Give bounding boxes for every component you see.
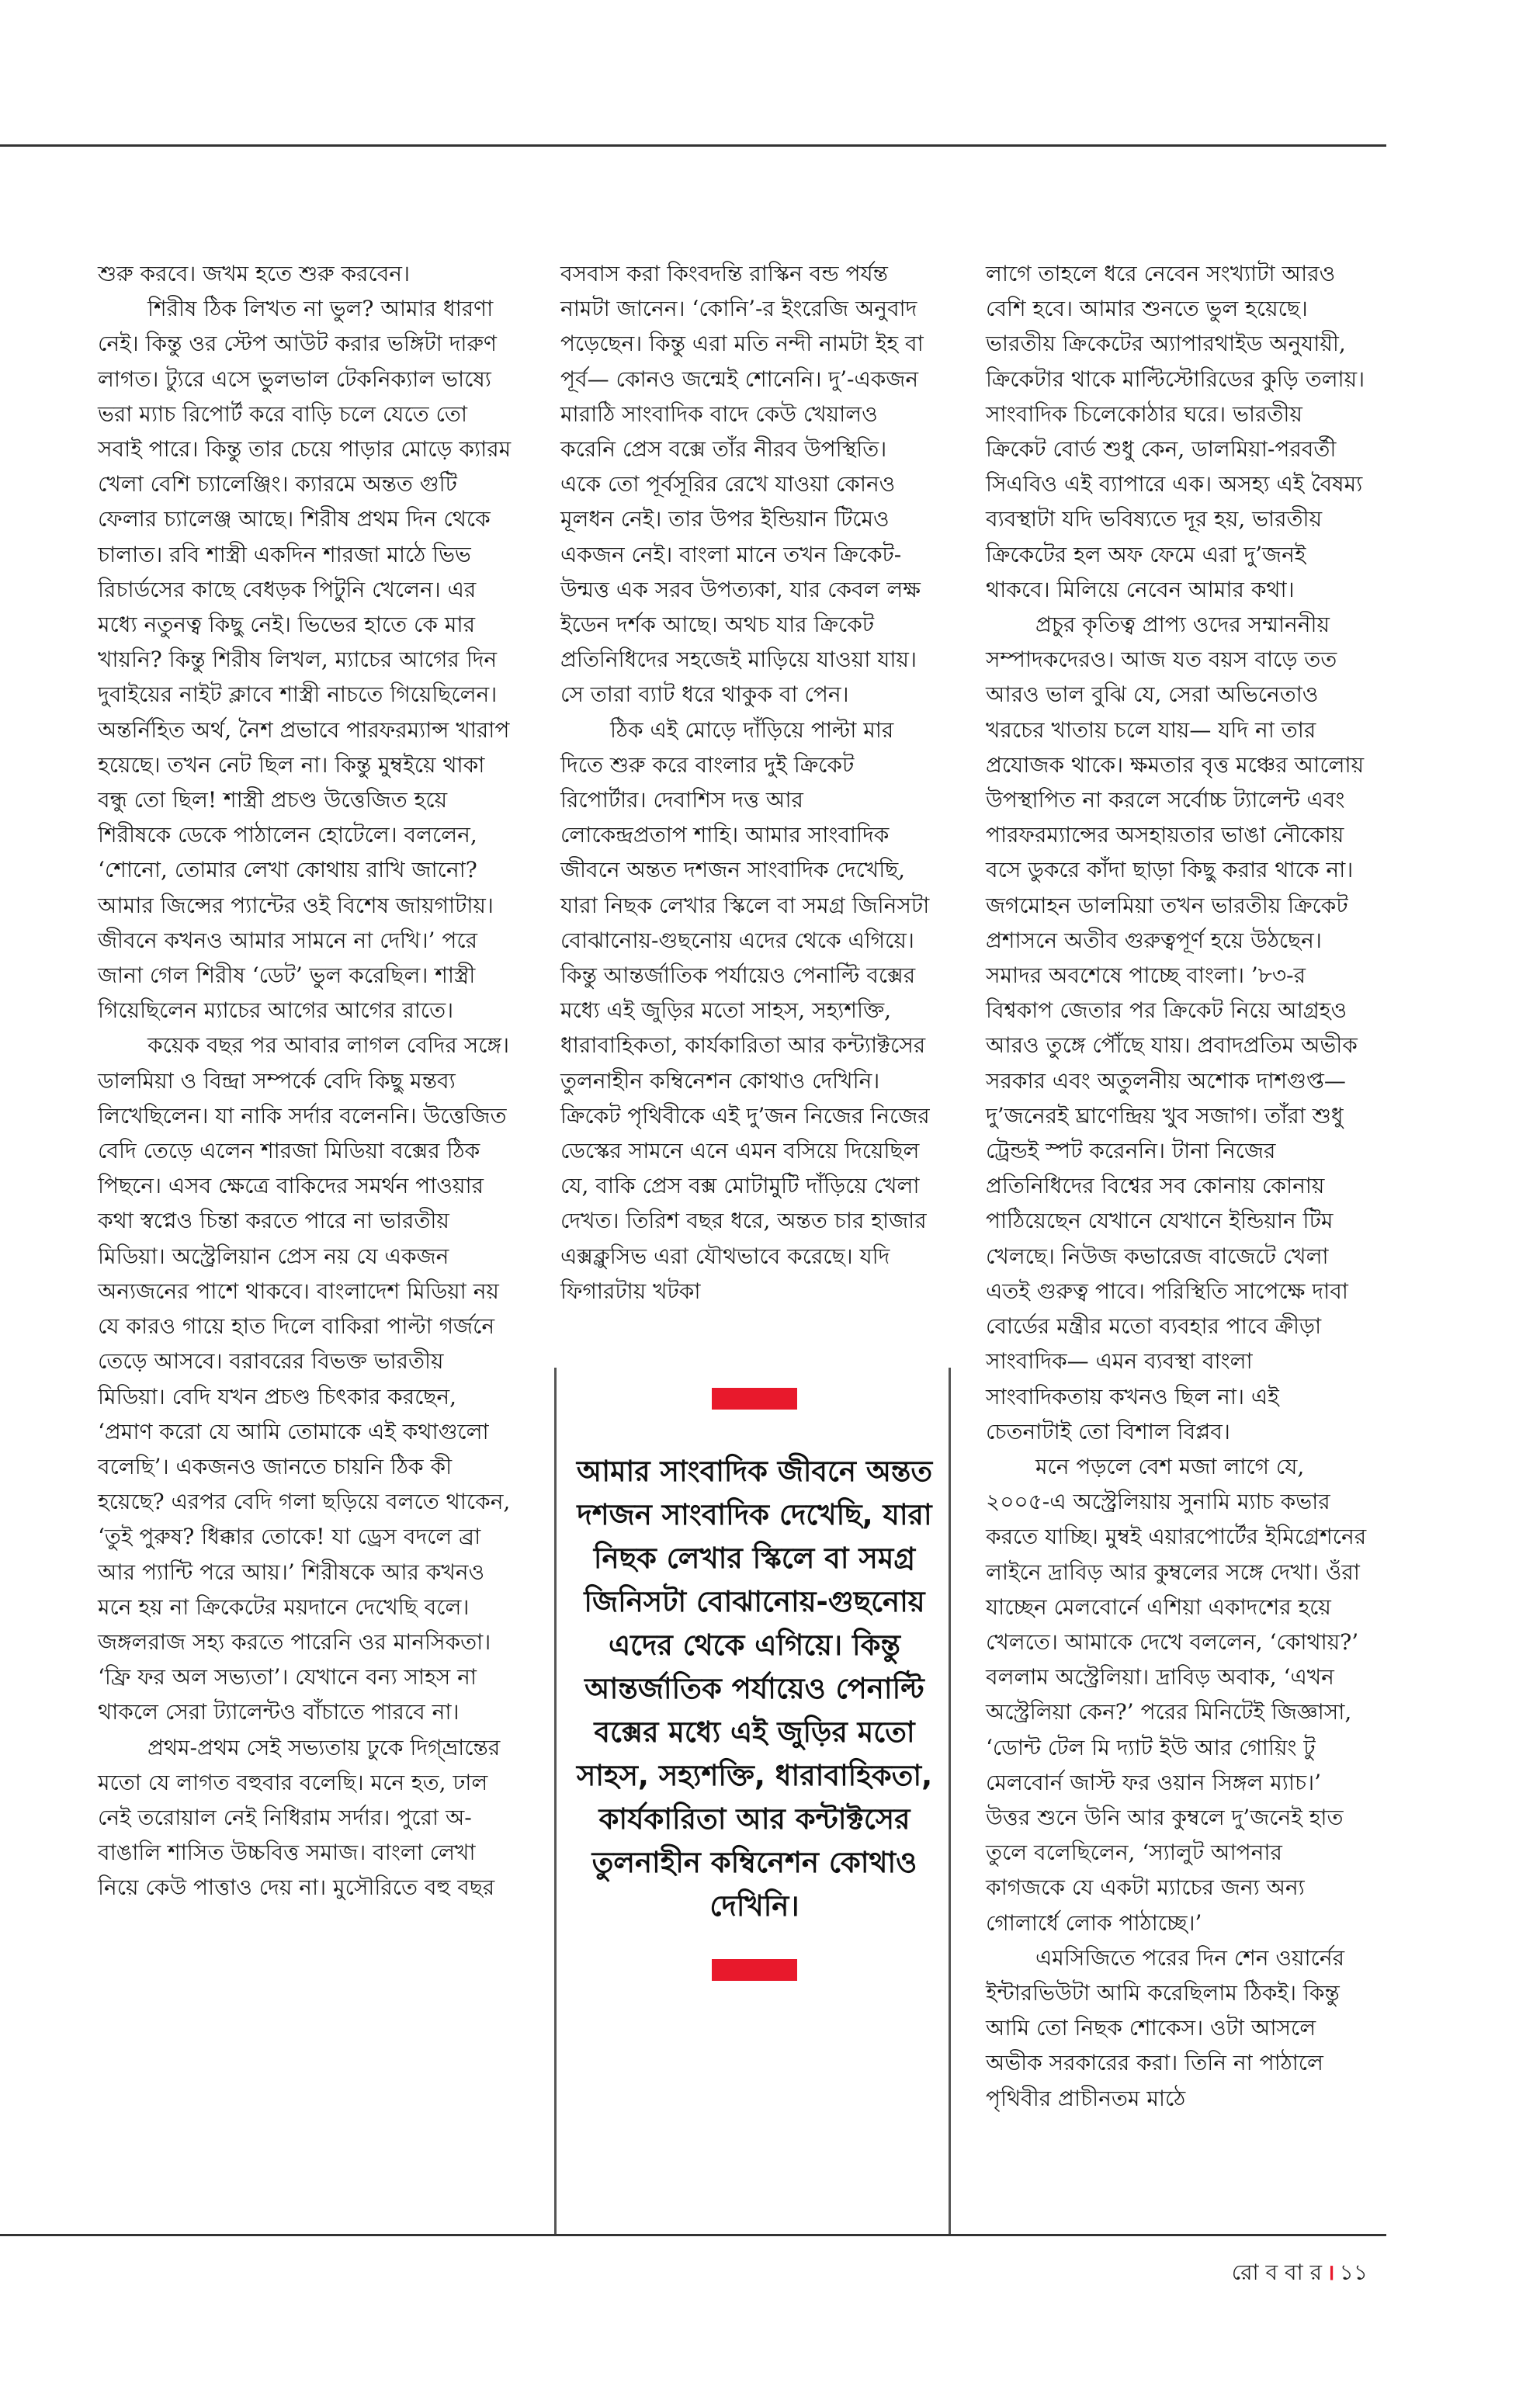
footer-separator: । [1327, 2259, 1335, 2285]
article-column-3 [986, 256, 1368, 2116]
page-number: ১১ [1339, 2259, 1368, 2285]
paragraph: প্রচুর কৃতিত্ব প্রাপ্য ওদের সম্মাননীয় সম্পাদকদেরও। আজ যত বয়স বাড়ে তত আরও ভাল বুঝি যে, সেরা অভিনেতাও খরচের খাতায় চলে যায়— যদি না তার প্রযোজক থাকে। ক্ষমতার বৃত্ত মঞ্চের আলোয় উপস্থাপিত না করলে সর্বোচ্চ ট্যালেন্ট এবং পারফরম্যান্সের অসহায়তার ভাঙা নৌকোয় বসে ডুকরে কাঁদা ছাড়া কিছু করার থাকে না। জগমোহন ডালমিয়া তখন ভারতীয় ক্রিকেট প্রশাসনে অতীব গুরুত্বপূর্ণ হয়ে উঠছেন। সমাদর অবশেষে পাচ্ছে বাংলা। ’৮৩-র বিশ্বকাপ জেতার পর ক্রিকেট নিয়ে আগ্রহও আরও তুঙ্গে পৌঁছে যায়। প্রবাদপ্রতিম অভীক সরকার এবং অতুলনীয় অশোক দাশগুপ্ত— দু’জনেরই ঘ্রাণেন্দ্রিয় খুব সজাগ। তাঁরা শুধু ট্রেন্ডই স্পট করেননি। টানা নিজের প্রতিনিধিদের বিশ্বের সব কোনায় কোনায় পাঠিয়েছেন যেখানে যেখানে ইন্ডিয়ান টিম খেলছে। নিউজ কভারেজ বাজেটে খেলা এতই গুরুত্ব পাবে। পরিস্থিতি সাপেক্ষে দাবা বোর্ডের মন্ত্রীর মতো ব্যবহার পাবে ক্রীড়া সাংবাদিক— এমন ব্যবস্থা বাংলা সাংবাদিকতায় কখনও ছিল না। এই চেতনাটাই তো বিশাল বিপ্লব। [986, 612, 1365, 1444]
paragraph: এমসিজিতে পরের দিন শেন ওয়ার্নের ইন্টারভিউটা আমি করেছিলাম ঠিকই। কিন্তু আমি তো নিছক শোকেস। ওটা আসলে অভীক সরকারের করা। তিনি না পাঠালে পৃথিবীর প্রাচীনতম মাঠে [986, 1944, 1344, 2111]
pullquote-bottom-accent-bar [712, 1959, 797, 1981]
pullquote-top-accent-bar [712, 1388, 797, 1410]
magazine-name: রো ব বা র [1231, 2259, 1323, 2285]
paragraph: কয়েক বছর পর আবার লাগল বেদির সঙ্গে। ডালমিয়া ও বিন্দ্রা সম্পর্কে বেদি কিছু মন্তব্য লিখেছিলেন। যা নাকি সর্দার বলেননি। উত্তেজিত বেদি তেড়ে এলেন শারজা মিডিয়া বক্সের ঠিক পিছনে। এসব ক্ষেত্রে বাকিদের সমর্থন পাওয়ার কথা স্বপ্নেও চিন্তা করতে পারে না ভারতীয় মিডিয়া। অস্ট্রেলিয়ান প্রেস নয় যে একজন অন্যজনের পাশে থাকবে। বাংলাদেশ মিডিয়া নয় যে কারও গায়ে হাত দিলে বাকিরা পাল্টা গর্জনে তেড়ে আসবে। বরাবরের বিভক্ত ভারতীয় মিডিয়া। বেদি যখন প্রচণ্ড চিৎকার করছেন, ‘প্রমাণ করো যে আমি তোমাকে এই কথাগুলো বলেছি’। একজনও জানতে চায়নি ঠিক কী হয়েছে? এরপর বেদি গলা ছড়িয়ে বলতে থাকেন, ‘তুই পুরুষ? ধিক্কার তোকে! যা ড্রেস বদলে ব্রা আর প্যান্টি পরে আয়।’ শিরীষকে আর কখনও মনে হয় না ক্রিকেটের ময়দানে দেখেছি বলে। জঙ্গলরাজ সহ্য করতে পারেনি ওর মানসিকতা। ‘ফ্রি ফর অল সভ্যতা’। যেখানে বন্য সাহস না থাকলে সেরা ট্যালেন্টও বাঁচাতে পারবে না। [98, 1032, 511, 1725]
article-column-1 [98, 256, 517, 1906]
page-footer [1232, 2256, 1368, 2292]
pullquote [574, 1388, 935, 2212]
pullquote-text: আমার সাংবাদিক জীবনে অন্তত দশজন সাংবাদিক দেখেছি, যারা নিছক লেখার স্কিলে বা সমগ্র জিনিসটা বোঝানোয়-গুছনোয় এদের থেকে এগিয়ে। কিন্তু আন্তর্জাতিক পর্যায়েও পেনাল্টি বক্সের মধ্যে এই জুড়ির মতো সাহস, সহ্যশক্তি, ধারাবাহিকতা, কার্যকারিতা আর কন্টাক্টসের তুলনাহীন কম্বিনেশন কোথাও দেখিনি। [576, 1455, 933, 1923]
paragraph: ঠিক এই মোড়ে দাঁড়িয়ে পাল্টা মার দিতে শুরু করে বাংলার দুই ক্রিকেট রিপোর্টার। দেবাশিস দত্ত আর লোকেন্দ্রপ্রতাপ শাহি। আমার সাংবাদিক জীবনে অন্তত দশজন সাংবাদিক দেখেছি, যারা নিছক লেখার স্কিলে বা সমগ্র জিনিসটা বোঝানোয়-গুছনোয় এদের থেকে এগিয়ে। কিন্তু আন্তর্জাতিক পর্যায়েও পেনাল্টি বক্সের মধ্যে এই জুড়ির মতো সাহস, সহ্যশক্তি, ধারাবাহিকতা, কার্যকারিতা আর কন্ট্যাক্টসের তুলনাহীন কম্বিনেশন কোথাও দেখিনি। ক্রিকেট পৃথিবীকে এই দু’জন নিজের নিজের ডেস্কের সামনে এনে এমন বসিয়ে দিয়েছিল যে, বাকি প্রেস বক্স মোটামুটি দাঁড়িয়ে খেলা দেখত। তিরিশ বছর ধরে, অন্তত চার হাজার এক্সক্লুসিভ এরা যৌথভাবে করেছে। যদি ফিগারটায় খটকা [560, 716, 930, 1304]
top-rule [0, 144, 1386, 147]
paragraph: প্রথম-প্রথম সেই সভ্যতায় ঢুকে দিগ্‌ভ্রান্তের মতো যে লাগত বহুবার বলেছি। মনে হত, ঢাল নেই তরোয়াল নেই নিধিরাম সর্দার। পুরো অ-বাঙালি শাসিত উচ্চবিত্ত সমাজ। বাংলা লেখা নিয়ে কেউ পাত্তাও দেয় না। মুসৌরিতে বহু বছর [98, 1734, 501, 1901]
pullquote-left-divider [554, 1368, 557, 2234]
paragraph: মনে পড়লে বেশ মজা লাগে যে, ২০০৫-এ অস্ট্রেলিয়ায় সুনামি ম্যাচ কভার করতে যাচ্ছি। মুম্বই এয়ারপোর্টের ইমিগ্রেশনের লাইনে দ্রাবিড় আর কুম্বলের সঙ্গে দেখা। ওঁরা যাচ্ছেন মেলবোর্নে এশিয়া একাদশের হয়ে খেলতে। আমাকে দেখে বললেন, ‘কোথায়?’ বললাম অস্ট্রেলিয়া। দ্রাবিড় অবাক, ‘এখন অস্ট্রেলিয়া কেন?’ পরের মিনিটেই জিজ্ঞাসা, ‘ডোন্ট টেল মি দ্যাট ইউ আর গোয়িং টু মেলবোর্ন জাস্ট ফর ওয়ান সিঙ্গল ম্যাচ।’ উত্তর শুনে উনি আর কুম্বলে দু’জনেই হাত তুলে বলেছিলেন, ‘স্যালুট আপনার কাগজকে যে একটা ম্যাচের জন্য অন্য গোলার্ধে লোক পাঠাচ্ছে।’ [986, 1453, 1367, 1936]
paragraph: বসবাস করা কিংবদন্তি রাস্কিন বন্ড পর্যন্ত নামটা জানেন। ‘কোনি’-র ইংরেজি অনুবাদ পড়েছেন। কিন্তু এরা মতি নন্দী নামটা ইহ বা পূর্ব— কোনও জন্মেই শোনেনি। দু’-একজন মারাঠি সাংবাদিক বাদে কেউ খেয়ালও করেনি প্রেস বক্সে তাঁর নীরব উপস্থিতি। একে তো পূর্বসূরির রেখে যাওয়া কোনও মূলধন নেই। তার উপর ইন্ডিয়ান টিমেও একজন নেই। বাংলা মানে তখন ক্রিকেট-উন্মত্ত এক সরব উপত্যকা, যার কেবল লক্ষ ইডেন দর্শক আছে। অথচ যার ক্রিকেট প্রতিনিধিদের সহজেই মাড়িয়ে যাওয়া যায়। সে তারা ব্যাট ধরে থাকুক বা পেন। [560, 261, 924, 708]
pullquote-right-divider [949, 1368, 951, 2234]
paragraph: লাগে তাহলে ধরে নেবেন সংখ্যাটা আরও বেশি হবে। আমার শুনতে ভুল হয়েছে। ভারতীয় ক্রিকেটের অ্যাপারথাইড অনুযায়ী, ক্রিকেটার থাকে মাল্টিস্টোরিডের কুড়ি তলায়। সাংবাদিক চিলেকোঠার ঘরে। ভারতীয় ক্রিকেট বোর্ড শুধু কেন, ডালমিয়া-পরবর্তী সিএবিও এই ব্যাপারে এক। অসহ্য এই বৈষম্য ব্যবস্থাটা যদি ভবিষ্যতে দূর হয়, ভারতীয় ক্রিকেটের হল অফ ফেমে এরা দু’জনই থাকবে। মিলিয়ে নেবেন আমার কথা। [986, 261, 1365, 602]
paragraph: শুরু করবে। জখম হতে শুরু করবেন। [98, 261, 411, 286]
article-column-2 [560, 256, 931, 1309]
paragraph: শিরীষ ঠিক লিখত না ভুল? আমার ধারণা নেই। কিন্তু ওর স্টেপ আউট করার ভঙ্গিটা দারুণ লাগত। ট্যুরে এসে ভুলভাল টেকনিক্যাল ভাষ্যে ভরা ম্যাচ রিপোর্ট করে বাড়ি চলে যেতে তো সবাই পারে। কিন্তু তার চেয়ে পাড়ার মোড়ে ক্যারম খেলা বেশি চ্যালেঞ্জিং। ক্যারমে অন্তত গুটি ফেলার চ্যালেঞ্জ আছে। শিরীষ প্রথম দিন থেকে চালাত। রবি শাস্ত্রী একদিন শারজা মাঠে ভিভ রিচার্ডসের কাছে বেধড়ক পিটুনি খেলেন। এর মধ্যে নতুনত্ব কিছু নেই। ভিভের হাতে কে মার খায়নি? কিন্তু শিরীষ লিখল, ম্যাচের আগের দিন দুবাইয়ের নাইট ক্লাবে শাস্ত্রী নাচতে গিয়েছিলেন। অন্তর্নিহিত অর্থ, নৈশ প্রভাবে পারফরম্যান্স খারাপ হয়েছে। তখন নেট ছিল না। কিন্তু মুম্বইয়ে থাকা বন্ধু তো ছিল! শাস্ত্রী প্রচণ্ড উত্তেজিত হয়ে শিরীষকে ডেকে পাঠালেন হোটেলে। বললেন, ‘শোনো, তোমার লেখা কোথায় রাখি জানো? আমার জিন্সের প্যান্টের ওই বিশেষ জায়গাটায়। জীবনে কখনও আমার সামনে না দেখি।’ পরে জানা গেল শিরীষ ‘ডেট’ ভুল করেছিল। শাস্ত্রী গিয়েছিলেন ম্যাচের আগের আগের রাতে। [98, 296, 512, 1024]
bottom-rule [0, 2234, 1386, 2236]
